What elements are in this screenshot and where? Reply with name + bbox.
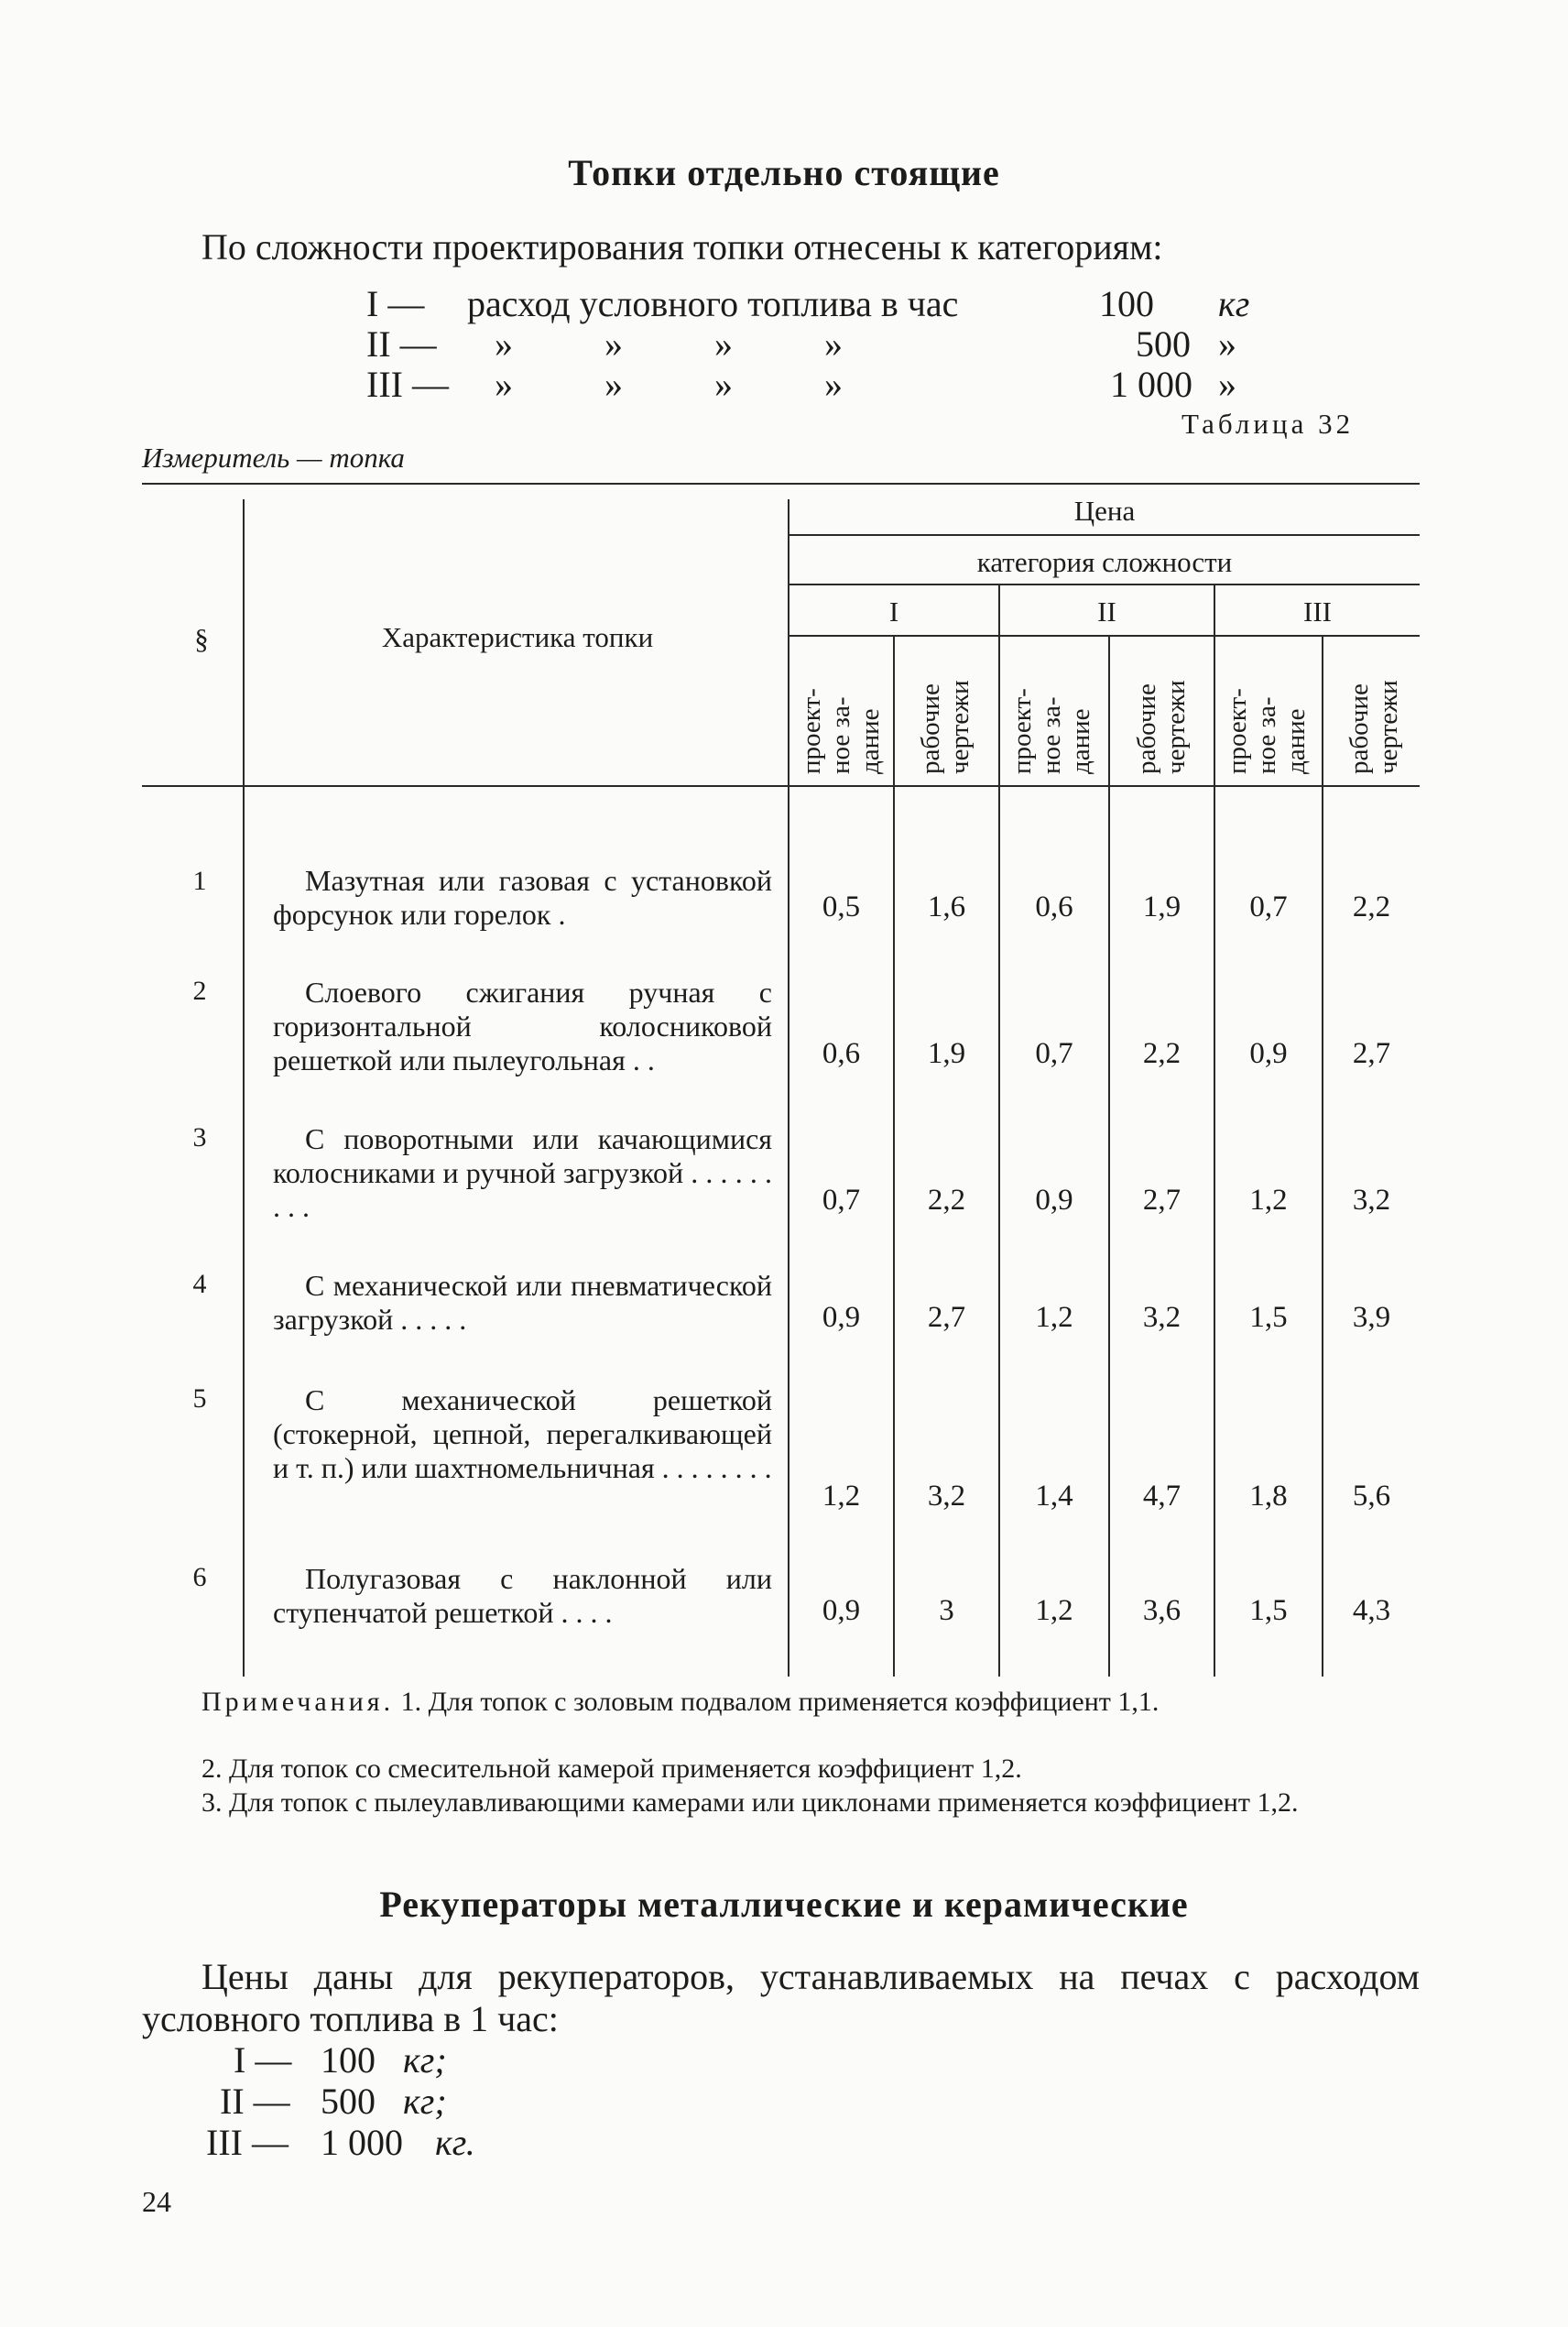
header-category: категория сложности: [976, 546, 1233, 578]
header-bottom-line: [142, 785, 1420, 787]
cell-value: 2,2: [1142, 1037, 1181, 1070]
cell-value: 1,2: [822, 1480, 861, 1513]
cell-value: 1,2: [1035, 1594, 1073, 1627]
section2-title: Рекуператоры металлические и керамические: [379, 1884, 1189, 1925]
cell-value: 3,9: [1352, 1301, 1391, 1334]
note-3: 3. Для топок с пылеулавливающими камерами или циклонами применяется коэффициент 1,2.: [201, 1787, 1299, 1818]
cell-value: 4,7: [1142, 1480, 1181, 1513]
intro-text: По сложности проектирования топки отнесены к категориям:: [201, 226, 1163, 268]
header-price: Цена: [1073, 495, 1136, 527]
row-number: 2: [192, 976, 207, 1006]
item-unit: кг.: [435, 2122, 475, 2163]
col-divider-section: [243, 499, 245, 1677]
section2-item-1: [183, 2038, 733, 2081]
item-num: III —: [206, 2122, 289, 2163]
header-project-3: проект- ное за- дание: [1223, 688, 1311, 774]
cell-value: 2,7: [1352, 1037, 1391, 1070]
item-num: II —: [220, 2081, 290, 2122]
cell-value: 0,7: [822, 1184, 861, 1217]
cell-value: 1,4: [1035, 1480, 1073, 1513]
section2-item-2: [183, 2080, 733, 2122]
cell-value: 1,5: [1249, 1594, 1288, 1627]
section2-intro: Цены даны для рекуператоров, устанавливаемых на печах с расходом условного топлива в 1 час:: [142, 1956, 1420, 2039]
header-working-2: рабочие чертежи: [1132, 680, 1191, 774]
item-num: I —: [234, 2039, 292, 2081]
cell-value: 0,7: [1249, 890, 1288, 923]
col-divider-3: [1108, 635, 1110, 1677]
header-cat-II: II: [1097, 595, 1116, 628]
col-divider-1: [893, 635, 895, 1677]
category-unit: »: [1218, 364, 1236, 405]
table-label: Таблица 32: [1181, 408, 1355, 440]
item-val: 1 000: [321, 2122, 403, 2163]
category-num: I —: [366, 283, 425, 324]
cell-value: 1,9: [1142, 890, 1181, 923]
category-value: 1 000: [1110, 364, 1192, 405]
cell-value: 0,9: [1249, 1037, 1288, 1070]
cell-value: 0,9: [1035, 1184, 1073, 1217]
category-unit: »: [1218, 323, 1236, 365]
cell-value: 1,2: [1035, 1301, 1073, 1334]
row-number: 4: [192, 1269, 207, 1299]
header-characteristic: Характеристика топки: [381, 621, 654, 653]
table-top-line: [142, 483, 1420, 485]
row-number: 1: [192, 866, 207, 896]
category-value: 100: [1099, 283, 1154, 324]
row-description: С поворотными или качающимися колосниками и ручной загрузкой . . . . . . . . .: [273, 1122, 772, 1223]
note-2: 2. Для топок со смесительной камерой применяется коэффициент 1,2.: [201, 1753, 1022, 1784]
cell-value: 1,5: [1249, 1301, 1288, 1334]
page-number: 24: [142, 2185, 171, 2218]
item-unit: кг;: [403, 2039, 447, 2081]
category-value: 500: [1136, 323, 1191, 365]
category-text: » » » »: [495, 323, 843, 365]
cell-value: 1,9: [927, 1037, 966, 1070]
category-num: III —: [366, 364, 449, 405]
cell-value: 0,9: [822, 1301, 861, 1334]
header-cat-I: I: [888, 595, 899, 628]
category-unit: кг: [1218, 283, 1250, 324]
item-val: 100: [321, 2039, 376, 2081]
category-row-2: [366, 322, 1282, 365]
cell-value: 3,2: [927, 1480, 966, 1513]
category-row-1: [366, 282, 1282, 324]
row-description: Слоевого сжигания ручная с горизонтальной колосниковой решеткой или пылеугольная . .: [273, 976, 772, 1076]
cell-value: 3,2: [1142, 1301, 1181, 1334]
row-number: 5: [192, 1383, 207, 1414]
measure-label: Измеритель — топка: [142, 442, 405, 474]
category-row-3: [366, 363, 1282, 405]
cell-value: 1,2: [1249, 1184, 1288, 1217]
header-project-2: проект- ное за- дание: [1007, 688, 1095, 774]
cat-number-line: [789, 635, 1420, 637]
cell-value: 3,6: [1142, 1594, 1181, 1627]
row-description: Полугазовая с наклонной или ступенчатой решеткой . . . .: [273, 1562, 772, 1629]
notes-label: Примечания.: [201, 1687, 395, 1717]
row-number: 6: [192, 1562, 207, 1592]
item-val: 500: [321, 2081, 376, 2122]
cell-value: 1,6: [927, 890, 966, 923]
cell-value: 0,6: [1035, 890, 1073, 923]
col-divider-5: [1322, 635, 1323, 1677]
category-text: расход условного топлива в час: [467, 283, 959, 324]
header-working-3: рабочие чертежи: [1345, 680, 1403, 774]
category-line: [789, 584, 1420, 585]
section2-item-3: [183, 2121, 733, 2163]
category-num: II —: [366, 323, 437, 365]
item-unit: кг;: [403, 2081, 447, 2122]
cell-value: 1,8: [1249, 1480, 1288, 1513]
category-text: » » » »: [495, 364, 843, 405]
cell-value: 3,2: [1352, 1184, 1391, 1217]
section-title: Топки отдельно стоящие: [568, 152, 1000, 193]
cell-value: 0,7: [1035, 1037, 1073, 1070]
cell-value: 2,7: [927, 1301, 966, 1334]
cell-value: 4,3: [1352, 1594, 1391, 1627]
header-cat-III: III: [1303, 595, 1332, 628]
note-1-text: 1. Для топок с золовым подвалом применяется коэффициент 1,1.: [400, 1687, 1160, 1717]
price-line: [789, 534, 1420, 536]
cell-value: 2,2: [1352, 890, 1391, 923]
cell-value: 3: [939, 1594, 954, 1627]
cell-value: 2,7: [1142, 1184, 1181, 1217]
row-description: Мазутная или газовая с установкой форсунок или горелок .: [273, 864, 772, 931]
row-description: С механической или пневматической загрузкой . . . . .: [273, 1269, 772, 1336]
cell-value: 0,9: [822, 1594, 861, 1627]
header-section: §: [194, 623, 209, 655]
row-number: 3: [192, 1122, 207, 1153]
note-1: [142, 1686, 1420, 1719]
cell-value: 5,6: [1352, 1480, 1391, 1513]
row-description: С механической решеткой (стокерной, цепной, перегалкивающей и т. п.) или шахтномельничная . . . . . . . .: [273, 1383, 772, 1484]
cell-value: 2,2: [927, 1184, 966, 1217]
cell-value: 0,6: [822, 1037, 861, 1070]
cell-value: 0,5: [822, 890, 861, 923]
header-working-1: рабочие чертежи: [916, 680, 975, 774]
header-project-1: проект- ное за- дание: [797, 688, 885, 774]
